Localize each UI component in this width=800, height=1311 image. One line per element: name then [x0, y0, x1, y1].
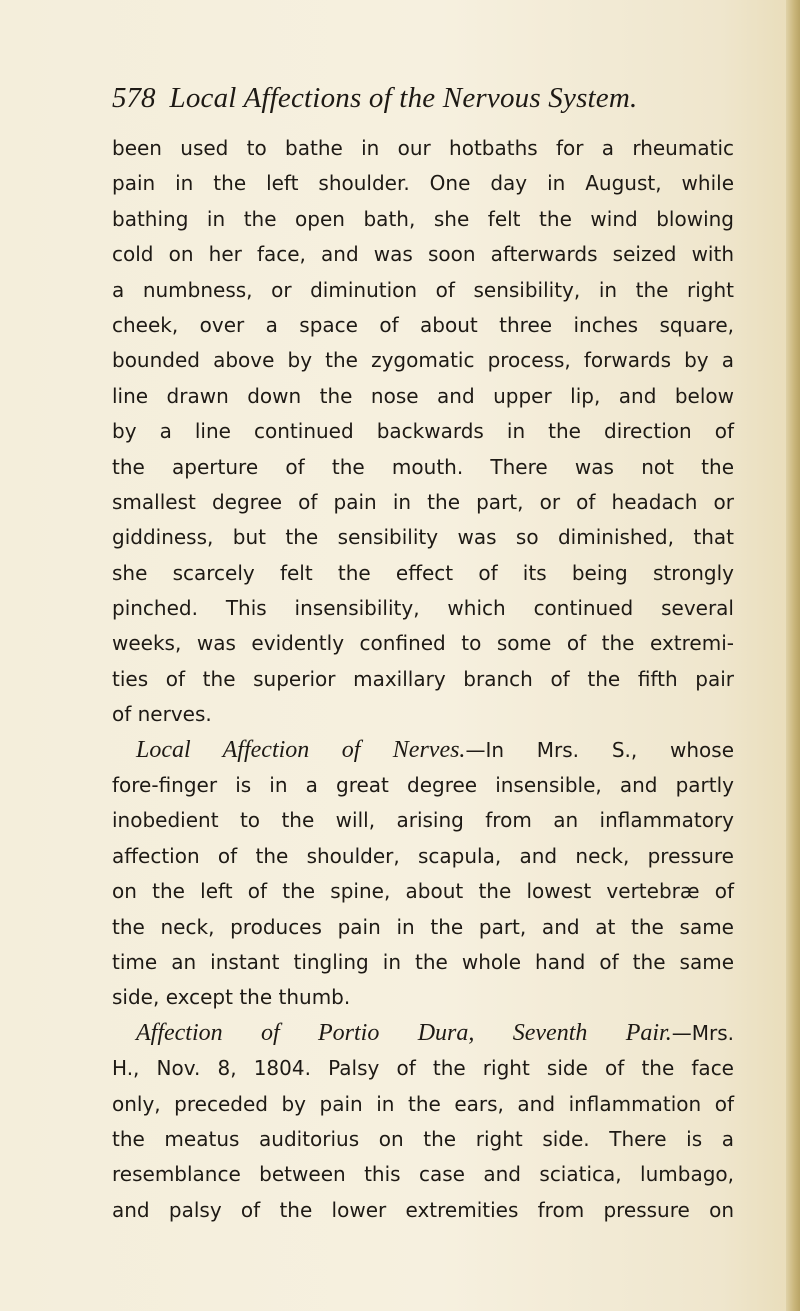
text-line: of nerves.	[112, 702, 212, 727]
paragraph-start-portio-dura	[112, 1016, 734, 1051]
text-line: inobedient to the will, arising from an inflammatory	[112, 808, 734, 833]
text-line: giddiness, but the sensibility was so diminished, that	[112, 525, 734, 550]
body-text	[112, 131, 734, 1228]
text-line: bounded above by the zygomatic process, forwards by a	[112, 348, 734, 373]
page-number: 578	[112, 82, 156, 114]
page-header	[112, 78, 732, 118]
paragraph-lead-text: —In Mrs. S., whose	[465, 737, 734, 762]
text-line: only, preceded by pain in the ears, and inflammation of	[112, 1091, 734, 1116]
section-heading-portio-dura: Affection of Portio Dura, Seventh Pair.	[136, 1019, 672, 1046]
text-line: a numbness, or diminution of sensibility, in the right	[112, 277, 734, 302]
text-line: and palsy of the lower extremities from pressure on	[112, 1197, 734, 1222]
text-line: been used to bathe in our hotbaths for a rheumatic	[112, 136, 734, 160]
text-line: fore-finger is in a great degree insensible, and partly	[112, 773, 734, 798]
text-line: H., Nov. 8, 1804. Palsy of the right side of the face	[112, 1056, 734, 1081]
paragraph-start-local-affection	[112, 733, 734, 768]
text-line: time an instant tingling in the whole hand of the same	[112, 949, 734, 974]
text-line: bathing in the open bath, she felt the wind blowing	[112, 206, 734, 231]
text-line: the neck, produces pain in the part, and at the same	[112, 914, 734, 939]
paragraph-lead-text: —Mrs.	[671, 1020, 734, 1045]
text-line: pain in the left shoulder. One day in August, while	[112, 171, 734, 196]
running-title: Local Affections of the Nervous System.	[169, 82, 638, 114]
text-line: the aperture of the mouth. There was not the	[112, 454, 734, 479]
text-line: on the left of the spine, about the lowest vertebræ of	[112, 879, 734, 904]
text-line: side, except the thumb.	[112, 985, 351, 1010]
text-line: the meatus auditorius on the right side. There is a	[112, 1126, 734, 1151]
text-line: cheek, over a space of about three inches square,	[112, 312, 734, 337]
text-line: affection of the shoulder, scapula, and neck, pressure	[112, 843, 734, 868]
text-line: weeks, was evidently confined to some of the extremi-	[112, 631, 734, 656]
text-line: by a line continued backwards in the direction of	[112, 419, 734, 444]
text-line: cold on her face, and was soon afterwards seized with	[112, 242, 734, 267]
text-line: smallest degree of pain in the part, or of headach or	[112, 489, 734, 514]
text-line: pinched. This insensibility, which continued several	[112, 596, 734, 621]
section-heading-local-affection: Local Affection of Nerves.	[136, 736, 466, 763]
text-line: she scarcely felt the effect of its being strongly	[112, 560, 734, 585]
page-edge	[786, 0, 800, 1311]
text-line: resemblance between this case and sciatica, lumbago,	[112, 1162, 734, 1187]
text-line: ties of the superior maxillary branch of the fifth pair	[112, 666, 734, 691]
text-line: line drawn down the nose and upper lip, and below	[112, 383, 734, 408]
